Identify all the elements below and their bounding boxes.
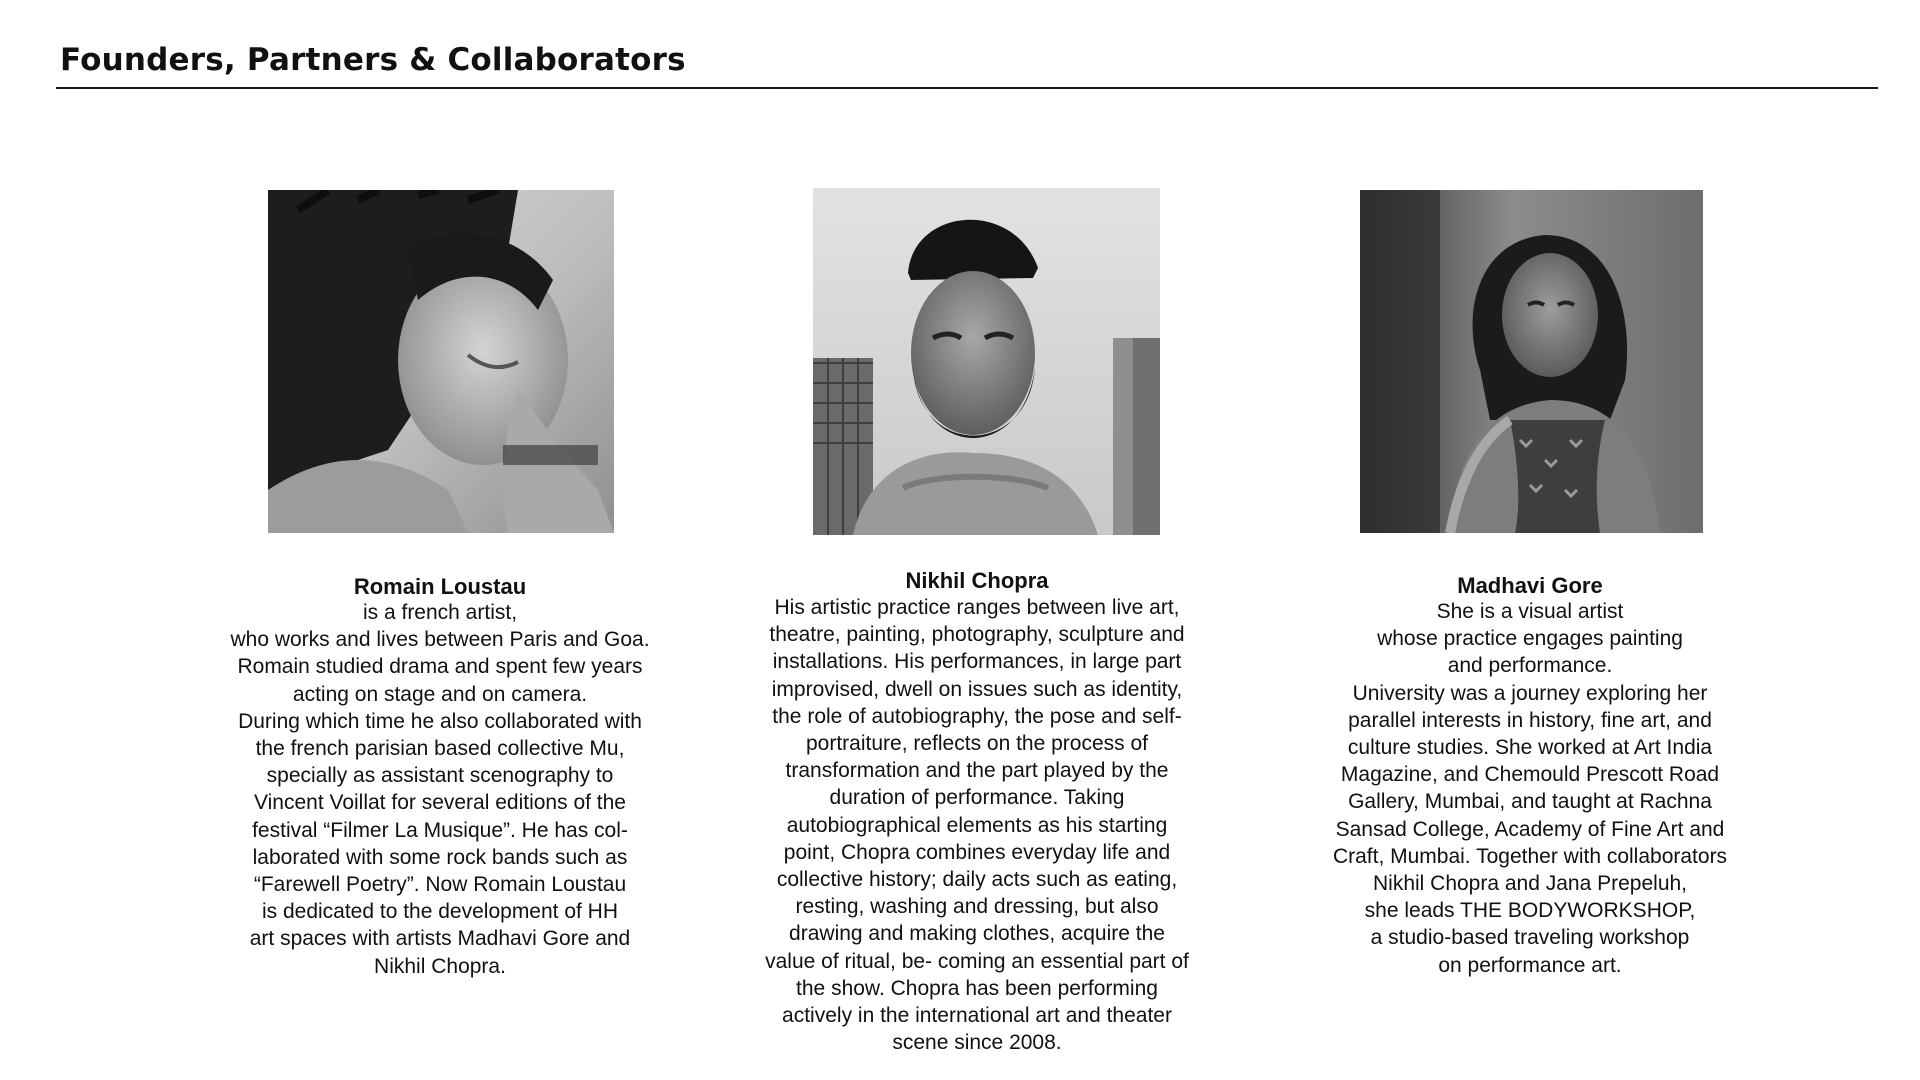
bio-line: value of ritual, be- coming an essential part of (765, 949, 1189, 973)
bio-line: Romain studied drama and spent few years (237, 655, 643, 679)
bio-line: transformation and the part played by the (785, 759, 1169, 783)
portrait-photo-romain-loustau (268, 190, 614, 533)
bio-line: Vincent Voillat for several editions of the (253, 791, 626, 815)
bio-line: portraiture, reflects on the process of (806, 732, 1148, 756)
bio-line: the show. Chopra has been performing (796, 976, 1158, 1000)
bio-line: His artistic practice ranges between live art, (774, 596, 1180, 619)
bio-line: Craft, Mumbai. Together with collaborators (1332, 844, 1728, 868)
bio-line: actively in the international art and theater (782, 1004, 1172, 1028)
bio-line: is dedicated to the development of HH (261, 900, 619, 924)
person-card-nikhil-chopra (707, 0, 1247, 1080)
bio-line: the french parisian based collective Mu, (255, 737, 625, 761)
bio-line: on performance art. (1438, 953, 1622, 977)
bio-line: culture studies. She worked at Art India (1347, 736, 1713, 760)
person-card-madhavi-gore (1260, 0, 1800, 1080)
bio-line: Nikhil Chopra and Jana Prepeluh, (1372, 872, 1688, 896)
bio-line: and performance. (1447, 654, 1613, 678)
person-name: Romain Loustau (353, 574, 527, 599)
bio-line: she leads THE BODYWORKSHOP, (1364, 899, 1696, 923)
bio-line: Magazine, and Chemould Prescott Road (1340, 763, 1720, 787)
bio-line: festival “Filmer La Musique”. He has col- (252, 818, 628, 842)
person-name: Nikhil Chopra (905, 568, 1049, 593)
bio-line: improvised, dwell on issues such as identity, (771, 677, 1183, 701)
bio-line: point, Chopra combines everyday life and (783, 840, 1171, 864)
bio-line: University was a journey exploring her (1352, 681, 1708, 705)
bio-line: During which time he also collaborated with (238, 709, 642, 733)
portrait-photo-nikhil-chopra (813, 188, 1160, 535)
bio-line: She is a visual artist (1436, 600, 1624, 623)
bio-line: theatre, painting, photography, sculpture and (769, 623, 1185, 647)
bio-line: Sansad College, Academy of Fine Art and (1335, 817, 1725, 841)
bio-line: Nikhil Chopra. (374, 954, 506, 978)
bio-line: the role of autobiography, the pose and self- (772, 704, 1182, 728)
bio-line: resting, washing and dressing, but also (795, 895, 1159, 919)
bio-line: is a french artist, (362, 601, 518, 624)
bio-line: scene since 2008. (892, 1031, 1062, 1055)
page-title: Founders, Partners & Collaborators (60, 42, 686, 78)
person-bio (707, 594, 1247, 1056)
bio-line: whose practice engages painting (1377, 627, 1683, 651)
bio-line: Gallery, Mumbai, and taught at Rachna (1348, 790, 1712, 814)
person-name: Madhavi Gore (1457, 573, 1603, 598)
bio-line: specially as assistant scenography to (266, 764, 614, 788)
bio-line: laborated with some rock bands such as (252, 845, 628, 869)
portrait-photo-madhavi-gore (1360, 190, 1703, 533)
bio-line: autobiographical elements as his starting (786, 813, 1168, 837)
bio-line: collective history; daily acts such as eating, (776, 868, 1178, 892)
bio-line: “Farewell Poetry”. Now Romain Loustau (253, 873, 627, 897)
person-card-romain-loustau (170, 0, 710, 1080)
bio-line: art spaces with artists Madhavi Gore and (249, 927, 631, 951)
bio-line: drawing and making clothes, acquire the (789, 922, 1165, 946)
bio-line: acting on stage and on camera. (292, 682, 588, 706)
bio-line: duration of performance. Taking (829, 786, 1125, 810)
bio-line: who works and lives between Paris and Goa. (230, 628, 650, 652)
person-bio (1260, 598, 1800, 979)
bio-line: installations. His performances, in large part (772, 650, 1182, 674)
bio-line: a studio-based traveling workshop (1370, 926, 1690, 950)
person-bio (170, 599, 710, 980)
bio-line: parallel interests in history, fine art, and (1348, 708, 1712, 732)
